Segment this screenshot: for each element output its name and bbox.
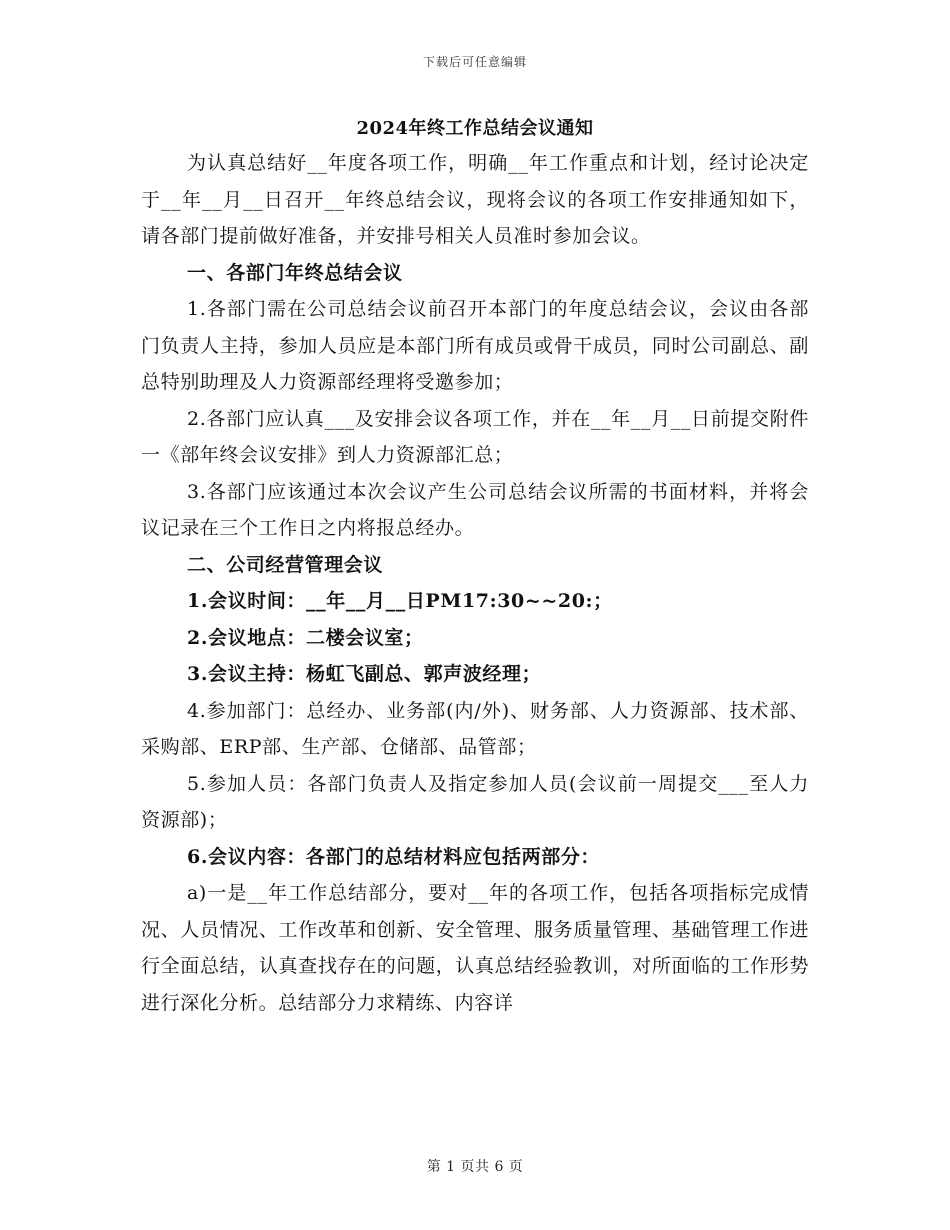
paragraph-section-heading: 一、各部门年终总结会议 xyxy=(187,261,403,284)
document-title: 2024年终工作总结会议通知 xyxy=(356,118,594,139)
paragraph-item: 3.各部门应该通过本次会议产生公司总结会议所需的书面材料，并将会议记录在三个工作日之内将报总经办。 xyxy=(141,480,809,539)
paragraph-section-heading: 二、公司经营管理会议 xyxy=(187,553,384,576)
paragraph-item: a)一是__年工作总结部分，要对__年的各项工作，包括各项指标完成情况、人员情况、工作改革和创新、安全管理、服务质量管理、基础管理工作进行全面总结，认真查找存在的问题，认真总结经验教训，对所面临的工作形势进行深化分析。总结部分力求精练、内容详 xyxy=(141,882,809,1014)
paragraph-item: 4.参加部门：总经办、业务部(内/外)、财务部、人力资源部、技术部、采购部、ERP部、生产部、仓储部、品管部； xyxy=(141,699,809,758)
paragraph-item: 6.会议内容：各部门的总结材料应包括两部分： xyxy=(187,845,601,868)
paragraph-item: 5.参加人员：各部门负责人及指定参加人员(会议前一周提交___至人力资源部)； xyxy=(141,772,809,831)
paragraph-item: 2.各部门应认真___及安排会议各项工作，并在__年__月__日前提交附件一《部年终会议安排》到人力资源部汇总； xyxy=(141,407,809,466)
document-body xyxy=(141,145,809,1021)
paragraph-item: 1.各部门需在公司总结会议前召开本部门的年度总结会议，会议由各部门负责人主持，参加人员应是本部门所有成员或骨干成员，同时公司副总、副总特别助理及人力资源部经理将受邀参加； xyxy=(141,298,809,393)
paragraph-item: 2.会议地点：二楼会议室； xyxy=(187,626,424,649)
paragraph-item: 3.会议主持：杨虹飞副总、郭声波经理； xyxy=(187,663,542,685)
paragraph-item: 1.会议时间：__年__月__日PM17:30~~20:； xyxy=(187,590,613,612)
paragraph-intro: 为认真总结好__年度各项工作，明确__年工作重点和计划，经讨论决定于__年__月__日召开__年终总结会议，现将会议的各项工作安排通知如下，请各部门提前做好准备，并安排号相关人员准时参加会议。 xyxy=(141,152,809,247)
header-note: 下载后可任意编辑 xyxy=(422,55,527,69)
page-number: 第 1 页共 6 页 xyxy=(426,1159,524,1175)
